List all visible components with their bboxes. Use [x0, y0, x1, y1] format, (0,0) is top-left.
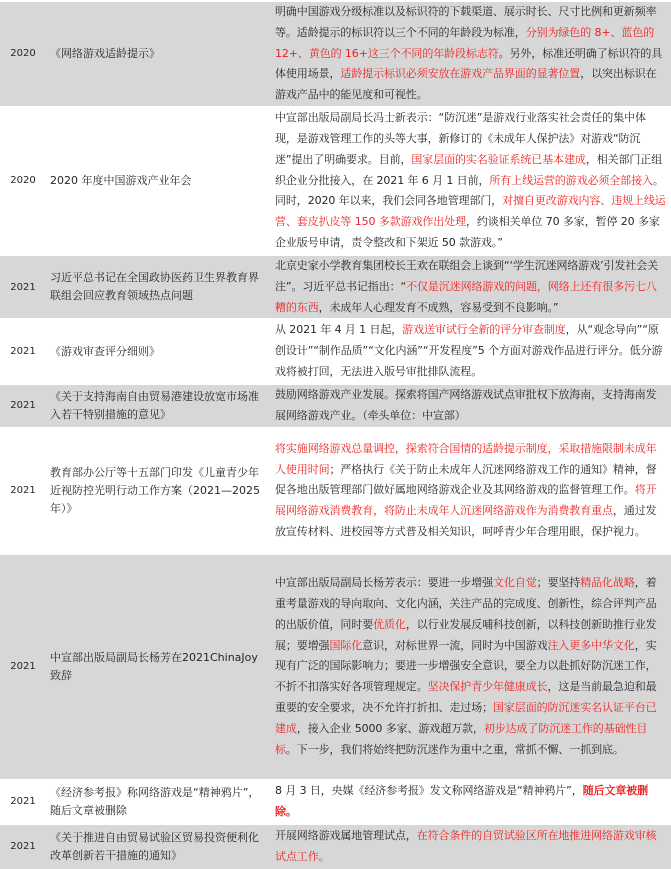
body-text: ，从“观念导向”“原创设计”“制作品质”“文化内涵”“开发程度”5 个方面对游戏作品进行评分。低分游戏将被打回，无法进入版号审批排队流程。 — [275, 323, 663, 378]
title-cell: 习近平总书记在全国政协医药卫生界教育界联组会回应教育领域热点问题 — [46, 255, 273, 319]
body-text: 明确中国游戏分级标准以及标识符的下载渠道、展示时长、尺寸比例和更新频率等。适龄提示的标识符以三个不同的年龄段为标准， — [275, 5, 657, 39]
body-text: 意识，对标世界一流，同时为中国游戏 — [362, 638, 548, 652]
content-cell — [273, 824, 671, 869]
highlighted-text: 文化自觉 — [493, 576, 537, 590]
highlighted-text: 国际化 — [329, 638, 363, 652]
table-row — [0, 255, 671, 319]
highlighted-text: 对擅自更改游戏内容、违规上线运营、套皮扒皮等 150 多款游戏作出处理 — [275, 194, 666, 229]
year-cell: 2021 — [0, 824, 46, 869]
content-cell — [273, 780, 671, 824]
highlighted-text: 国家层面的实名验证系统已基本建成 — [411, 152, 586, 166]
year-cell: 2021 — [0, 255, 46, 319]
body-text: ；严格执行《关于防止未成年人沉迷网络游戏工作的通知》精神，督促各地出版管理部门做好属地网络游戏企业及其网络游戏的监督管理工作。 — [275, 462, 657, 497]
body-text: ，约谈相关单位 70 多家，暂停 20 多家企业版号申请，责令整改和下架近 50 款游戏。” — [275, 215, 660, 249]
body-text: ，以行业发展反哺科技创新，以科技创新助推行业发展；要增强 — [275, 617, 657, 652]
highlighted-text: 分别为绿色的 8+、蓝色的 12+、黄色的 16+这三个不同的年龄段标志符 — [275, 25, 655, 60]
body-text: 。另外，标准还明确了标识符的具体使用场景， — [275, 46, 663, 81]
body-text: ，实现有广泛的国际影响力；要进一步增强安全意识，要全力以赴抓好防沉迷工作，不折不扣落实好各项管理规定。 — [275, 638, 657, 694]
highlighted-text: 不仅是沉迷网络游戏的问题，网络上还有很多污七八糟的东西 — [275, 279, 657, 314]
year-cell: 2021 — [0, 319, 46, 383]
body-text: 中宣部出版局副局长杨芳表示：要进一步增强 — [275, 576, 493, 590]
highlighted-text: 坚决保护青少年健康成长 — [427, 680, 548, 694]
highlighted-text: 将实施网络游戏总量调控，探索符合国情的适龄提示制度，采取措施限制未成年人使用时间 — [275, 441, 657, 476]
table-row — [0, 107, 671, 255]
content-cell — [273, 554, 671, 780]
body-text: 。同时，2020 年以来，我们会同各地管理部门， — [275, 173, 664, 208]
body-text: 从 2021 年 4 月 1 日起， — [275, 323, 403, 337]
table-row — [0, 319, 671, 383]
content-cell — [273, 384, 671, 428]
body-text: ，这是当前最急迫和最重要的安全要求，决不允许打折扣、走过场； — [275, 680, 657, 714]
content-cell — [273, 107, 671, 255]
body-text: 北京史家小学教育集团校长王欢在联组会上谈到“‘学生沉迷网络游戏’引发社会关注”。习近平总书记指出：“ — [275, 258, 658, 293]
table-row — [0, 824, 671, 869]
body-text: 开展网络游戏属地管理试点， — [275, 828, 417, 842]
table-row — [0, 384, 671, 428]
year-cell: 2021 — [0, 780, 46, 824]
highlighted-text: 初步达成了防沉迷工作的基础性目标 — [275, 721, 648, 756]
body-text: 8 月 3 日，央媒《经济参考报》发文称网络游戏是“精神鸦片”， — [275, 783, 583, 797]
highlighted-text: 注入更多中华文化 — [547, 638, 635, 652]
year-cell: 2021 — [0, 384, 46, 428]
title-cell: 《关于推进自由贸易试验区贸易投资便利化改革创新若干措施的通知》 — [46, 824, 273, 869]
title-cell: 《经济参考报》称网络游戏是“精神鸦片”，随后文章被删除 — [46, 780, 273, 824]
table-row — [0, 1, 671, 107]
year-cell: 2020 — [0, 1, 46, 107]
highlighted-text: 优质化 — [373, 617, 406, 631]
body-text: 中宣部出版局副局长冯士新表示：“防沉迷”是游戏行业落实社会责任的集中体现，是游戏管理工作的头等大事，新修订的《未成年人保护法》对游戏“防沉迷”提出了明确要求。目前， — [275, 111, 646, 166]
body-text: ，未成年人心理发育不成熟，容易受到不良影响。” — [318, 300, 559, 314]
highlighted-text: 所有上线运营的游戏必须全部接入 — [489, 173, 653, 187]
highlighted-text: 国家层面的防沉迷实名认证平台已建成 — [275, 700, 657, 735]
body-text: 鼓励网络游戏产业发展。探索将国产网络游戏试点审批权下放海南，支持海南发展网络游戏产业。（牵头单位：中宣部） — [275, 387, 657, 422]
title-cell: 2020 年度中国游戏产业年会 — [46, 107, 273, 255]
highlighted-text: 随后文章被删除。 — [275, 783, 649, 818]
title-cell: 《游戏审查评分细则》 — [46, 319, 273, 383]
body-text: ；要坚持 — [536, 576, 581, 590]
highlighted-text: 适龄提示标识必须安放在游戏产品界面的显著位置 — [340, 67, 581, 81]
table-row — [0, 780, 671, 824]
body-text: ，以突出标识在游戏产品中的能见度和可视性。 — [275, 67, 657, 102]
title-cell: 中宣部出版局副局长杨芳在2021ChinaJoy 致辞 — [46, 554, 273, 780]
title-cell: 《网络游戏适龄提示》 — [46, 1, 273, 107]
year-cell: 2021 — [0, 554, 46, 780]
table-row — [0, 428, 671, 554]
year-cell: 2020 — [0, 107, 46, 255]
body-text: ，接入企业 5000 多家、游戏超万款， — [296, 721, 484, 735]
content-cell — [273, 255, 671, 319]
body-text: ，相关部门正组织企业分批接入，在 2021 年 6 月 1 日前， — [275, 152, 663, 187]
highlighted-text: 将开展网络游戏消费教育，将防止未成年人沉迷网络游戏作为消费教育重点 — [275, 483, 657, 518]
title-cell: 《关于支持海南自由贸易港建设放宽市场准入若干特别措施的意见》 — [46, 384, 273, 428]
body-text: ，通过发放宣传材料、进校园等方式普及相关知识，呵呼青少年合理用眼，保护视力。 — [275, 504, 657, 538]
highlighted-text: 精品化战略 — [580, 576, 635, 590]
year-cell: 2021 — [0, 428, 46, 554]
content-cell — [273, 1, 671, 107]
title-cell: 教育部办公厅等十五部门印发《儿童青少年近视防控光明行动工作方案（2021—2025 年）》 — [46, 428, 273, 554]
content-cell — [273, 319, 671, 383]
table-row — [0, 554, 671, 780]
content-cell — [273, 428, 671, 554]
highlighted-text: 游戏送审试行全新的评分审查制度 — [402, 323, 566, 337]
highlighted-text: 在符合条件的自贸试验区所在地推进网络游戏审核试点工作。 — [275, 828, 657, 863]
body-text: ，着重考量游戏的导向取向、文化内涵，关注产品的完成度、创新性，综合评判产品的出版价值，同时要 — [275, 576, 657, 631]
body-text: 。下一步，我们将始终把防沉迷作为重中之重，常抓不懈、一抓到底。 — [285, 742, 624, 756]
